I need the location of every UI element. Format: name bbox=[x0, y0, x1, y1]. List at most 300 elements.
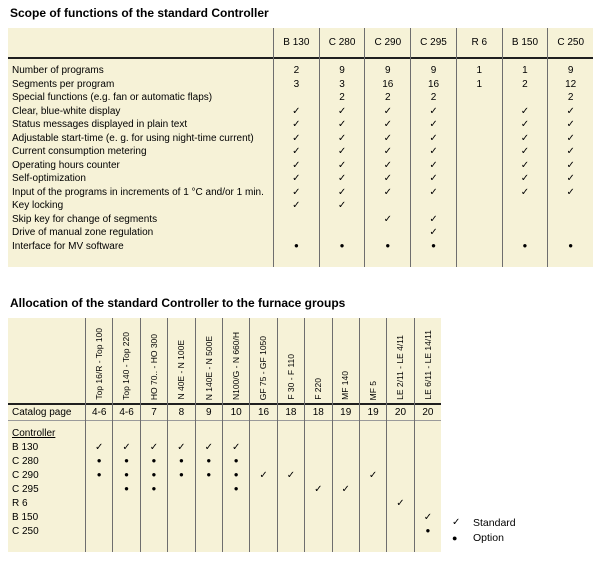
feature-cell: 1 bbox=[476, 78, 483, 90]
option-dot-icon: ● bbox=[206, 456, 212, 465]
feature-cell bbox=[274, 172, 319, 186]
furnace-group-header: MF 140 bbox=[340, 371, 351, 400]
feature-cell bbox=[411, 132, 456, 146]
feature-cell bbox=[411, 172, 456, 186]
feature-cell bbox=[548, 213, 593, 227]
controller-column bbox=[319, 28, 365, 267]
allocation-cell bbox=[387, 483, 413, 497]
check-icon: ✓ bbox=[292, 173, 301, 184]
allocation-cell bbox=[415, 525, 441, 539]
feature-cell: 2 bbox=[339, 92, 345, 103]
allocation-cell bbox=[113, 497, 139, 511]
feature-cell bbox=[457, 226, 502, 240]
header-spacer bbox=[8, 318, 85, 405]
check-icon: ✓ bbox=[95, 442, 104, 453]
allocation-label-column bbox=[8, 318, 85, 552]
check-icon: ✓ bbox=[566, 132, 575, 144]
allocation-table-title: Allocation of the standard Controller to the furnace groups bbox=[10, 296, 346, 310]
allocation-cell bbox=[168, 469, 194, 483]
controller-name: C 250 bbox=[12, 526, 39, 537]
check-icon: ✓ bbox=[383, 186, 392, 198]
feature-cell bbox=[320, 159, 365, 173]
allocation-cell bbox=[387, 469, 413, 483]
allocation-cell bbox=[415, 469, 441, 483]
empty-cell bbox=[86, 427, 112, 441]
feature-cell bbox=[457, 132, 502, 146]
feature-cell bbox=[548, 118, 593, 132]
allocation-cell bbox=[250, 469, 276, 483]
allocation-cell bbox=[333, 483, 359, 497]
allocation-cell bbox=[305, 511, 331, 525]
catalog-page-value: 18 bbox=[278, 405, 304, 421]
feature-cell bbox=[548, 132, 593, 146]
feature-cell bbox=[274, 132, 319, 146]
feature-cell bbox=[503, 132, 548, 146]
feature-cell bbox=[457, 240, 502, 254]
controller-name: C 280 bbox=[12, 456, 39, 467]
feature-cell bbox=[457, 105, 502, 119]
controller-column-header: B 150 bbox=[503, 28, 548, 59]
furnace-group-column bbox=[277, 318, 304, 552]
feature-cell bbox=[365, 240, 410, 254]
controller-column bbox=[364, 28, 410, 267]
feature-label: Input of the programs in increments of 1 °C and/or 1 min. bbox=[12, 186, 264, 198]
check-icon: ✓ bbox=[520, 146, 530, 157]
furnace-group-header: Top 140 - Top 220 bbox=[121, 332, 132, 400]
catalog-page-label: Catalog page bbox=[8, 405, 85, 421]
controller-column-header: C 250 bbox=[548, 28, 593, 59]
option-dot-icon: ● bbox=[233, 484, 239, 493]
check-icon: ✓ bbox=[520, 119, 530, 130]
option-dot-icon: ● bbox=[96, 470, 102, 479]
check-icon: ✓ bbox=[423, 512, 433, 523]
option-dot-icon: ● bbox=[206, 470, 212, 479]
allocation-cell bbox=[305, 483, 331, 497]
check-icon: ✓ bbox=[566, 159, 575, 171]
furnace-group-header: LE 6/11 - LE 14/11 bbox=[422, 330, 433, 400]
controller-column-header: C 280 bbox=[320, 28, 365, 59]
allocation-cell bbox=[415, 497, 441, 511]
option-dot-icon: ● bbox=[233, 470, 239, 479]
option-dot-icon: ● bbox=[385, 240, 391, 250]
allocation-cell bbox=[387, 441, 413, 455]
feature-cell bbox=[365, 172, 410, 186]
feature-cell: 9 bbox=[430, 65, 437, 76]
feature-cell bbox=[365, 145, 410, 159]
allocation-cell bbox=[168, 497, 194, 511]
check-icon: ✓ bbox=[566, 173, 575, 184]
check-icon: ✓ bbox=[566, 119, 575, 130]
feature-cell bbox=[548, 159, 593, 173]
feature-cell bbox=[411, 105, 456, 119]
allocation-cell bbox=[250, 455, 276, 469]
feature-cell bbox=[411, 226, 456, 240]
allocation-cell bbox=[86, 525, 112, 539]
feature-cell bbox=[274, 240, 319, 254]
allocation-cell bbox=[86, 469, 112, 483]
empty-cell bbox=[168, 427, 194, 441]
allocation-cell bbox=[196, 525, 222, 539]
furnace-group-column bbox=[386, 318, 413, 552]
allocation-cell bbox=[305, 441, 331, 455]
feature-cell: 9 bbox=[567, 65, 574, 76]
allocation-cell bbox=[360, 441, 386, 455]
feature-label: Adjustable start-time (e. g. for using night-time current) bbox=[12, 132, 254, 144]
furnace-group-column bbox=[222, 318, 249, 552]
allocation-cell bbox=[305, 455, 331, 469]
allocation-cell bbox=[196, 455, 222, 469]
empty-cell bbox=[113, 427, 139, 441]
feature-cell bbox=[503, 172, 548, 186]
check-icon: ✓ bbox=[520, 186, 530, 198]
allocation-cell bbox=[360, 497, 386, 511]
empty-cell bbox=[141, 427, 167, 441]
allocation-cell bbox=[278, 483, 304, 497]
option-dot-icon: ● bbox=[452, 532, 458, 543]
allocation-cell bbox=[415, 483, 441, 497]
legend bbox=[452, 515, 516, 545]
feature-cell bbox=[457, 186, 502, 200]
feature-cell bbox=[274, 226, 319, 240]
functions-table bbox=[8, 28, 593, 267]
feature-cell bbox=[457, 172, 502, 186]
feature-cell bbox=[274, 186, 319, 200]
check-icon: ✓ bbox=[337, 146, 347, 157]
check-icon: ✓ bbox=[520, 105, 530, 117]
furnace-group-column bbox=[195, 318, 222, 552]
furnace-group-header: N 40E - N 100E bbox=[176, 340, 187, 400]
check-icon: ✓ bbox=[292, 119, 301, 130]
feature-cell: 2 bbox=[567, 92, 574, 103]
feature-cell bbox=[320, 132, 365, 146]
allocation-cell bbox=[333, 469, 359, 483]
furnace-group-header: HO 70.. - HO 300 bbox=[148, 333, 159, 400]
check-icon: ✓ bbox=[383, 159, 392, 171]
controller-column-header: C 290 bbox=[365, 28, 410, 59]
controller-column-header: C 295 bbox=[411, 28, 456, 59]
feature-cell bbox=[411, 199, 456, 213]
feature-cell bbox=[548, 145, 593, 159]
feature-cell bbox=[365, 213, 410, 227]
feature-label: Operating hours counter bbox=[12, 159, 120, 171]
check-icon: ✓ bbox=[292, 200, 301, 211]
allocation-cell bbox=[223, 497, 249, 511]
feature-cell bbox=[320, 105, 365, 119]
check-icon: ✓ bbox=[429, 186, 438, 198]
check-icon: ✓ bbox=[520, 173, 530, 184]
feature-cell bbox=[548, 240, 593, 254]
check-icon: ✓ bbox=[429, 119, 438, 130]
catalog-page-value: 4-6 bbox=[86, 405, 112, 421]
allocation-cell bbox=[141, 483, 167, 497]
feature-cell bbox=[503, 186, 548, 200]
allocation-cell bbox=[168, 525, 194, 539]
feature-label: Status messages displayed in plain text bbox=[12, 119, 188, 130]
feature-cell: 16 bbox=[382, 78, 394, 90]
allocation-cell bbox=[387, 455, 413, 469]
feature-cell bbox=[365, 199, 410, 213]
catalog-page-value: 20 bbox=[415, 405, 441, 421]
option-dot-icon: ● bbox=[431, 240, 436, 250]
feature-cell bbox=[503, 226, 548, 240]
feature-cell bbox=[274, 199, 319, 213]
check-icon: ✓ bbox=[259, 470, 268, 481]
controller-heading-text: Controller bbox=[12, 428, 56, 439]
furnace-group-header: N 140E - N 500E bbox=[203, 335, 214, 400]
option-dot-icon: ● bbox=[151, 470, 157, 479]
allocation-cell bbox=[223, 455, 249, 469]
feature-cell bbox=[274, 145, 319, 159]
allocation-cell bbox=[168, 483, 194, 497]
feature-cell: 1 bbox=[476, 65, 483, 76]
catalog-page-value: 20 bbox=[387, 405, 413, 421]
check-icon: ✓ bbox=[429, 159, 438, 171]
catalog-page-value: 7 bbox=[141, 405, 167, 421]
controller-column-header: B 130 bbox=[274, 28, 319, 59]
allocation-cell bbox=[141, 525, 167, 539]
check-icon: ✓ bbox=[337, 186, 347, 198]
feature-cell bbox=[274, 213, 319, 227]
allocation-cell bbox=[223, 525, 249, 539]
allocation-cell bbox=[278, 497, 304, 511]
check-icon: ✓ bbox=[292, 146, 301, 157]
legend-option-label: Option bbox=[473, 531, 504, 544]
feature-cell bbox=[365, 105, 410, 119]
feature-cell bbox=[411, 145, 456, 159]
furnace-group-header: MF 5 bbox=[367, 380, 378, 400]
allocation-cell bbox=[168, 441, 194, 455]
allocation-cell bbox=[141, 469, 167, 483]
check-icon: ✓ bbox=[566, 186, 575, 198]
allocation-cell bbox=[278, 469, 304, 483]
feature-cell bbox=[320, 199, 365, 213]
check-icon: ✓ bbox=[452, 517, 461, 528]
feature-cell bbox=[365, 186, 410, 200]
check-icon: ✓ bbox=[337, 200, 347, 211]
controller-column bbox=[456, 28, 502, 267]
controller-column bbox=[547, 28, 593, 267]
allocation-cell bbox=[250, 483, 276, 497]
option-dot-icon: ● bbox=[178, 470, 184, 479]
allocation-cell bbox=[113, 483, 139, 497]
feature-cell bbox=[548, 226, 593, 240]
feature-label: Clear, blue-white display bbox=[12, 105, 121, 117]
allocation-cell bbox=[86, 511, 112, 525]
furnace-group-column bbox=[167, 318, 194, 552]
feature-label: Special functions (e.g. fan or automatic flaps) bbox=[12, 92, 213, 103]
feature-cell bbox=[503, 145, 548, 159]
allocation-cell bbox=[141, 455, 167, 469]
allocation-cell bbox=[278, 511, 304, 525]
feature-cell: 2 bbox=[293, 65, 300, 76]
empty-cell bbox=[387, 427, 413, 441]
allocation-cell bbox=[333, 525, 359, 539]
feature-label: Number of programs bbox=[12, 65, 104, 76]
feature-cell bbox=[320, 240, 365, 254]
feature-cell bbox=[548, 199, 593, 213]
check-icon: ✓ bbox=[566, 105, 575, 117]
catalog-page-value: 9 bbox=[196, 405, 222, 421]
feature-cell bbox=[320, 145, 365, 159]
allocation-cell bbox=[168, 455, 194, 469]
feature-cell bbox=[411, 159, 456, 173]
feature-cell bbox=[320, 172, 365, 186]
check-icon: ✓ bbox=[204, 442, 213, 453]
check-icon: ✓ bbox=[292, 132, 301, 144]
feature-cell bbox=[411, 118, 456, 132]
check-icon: ✓ bbox=[383, 213, 392, 225]
option-dot-icon: ● bbox=[124, 456, 129, 465]
catalog-page-value: 8 bbox=[168, 405, 194, 421]
feature-cell: 3 bbox=[339, 78, 345, 90]
check-icon: ✓ bbox=[383, 105, 392, 117]
allocation-cell bbox=[360, 525, 386, 539]
option-dot-icon: ● bbox=[568, 240, 574, 250]
allocation-cell bbox=[196, 483, 222, 497]
feature-cell bbox=[411, 240, 456, 254]
empty-cell bbox=[305, 427, 331, 441]
controller-name: B 130 bbox=[12, 442, 39, 453]
allocation-cell bbox=[113, 441, 139, 455]
catalog-page-value: 19 bbox=[360, 405, 386, 421]
allocation-cell bbox=[250, 511, 276, 525]
check-icon: ✓ bbox=[177, 442, 186, 453]
allocation-cell bbox=[141, 497, 167, 511]
feature-label: Interface for MV software bbox=[12, 240, 124, 252]
feature-label: Segments per program bbox=[12, 78, 115, 90]
functions-table-title: Scope of functions of the standard Controller bbox=[10, 6, 269, 20]
feature-cell: 9 bbox=[339, 65, 345, 76]
empty-cell bbox=[333, 427, 359, 441]
allocation-cell bbox=[415, 511, 441, 525]
allocation-cell bbox=[360, 469, 386, 483]
controller-name: C 295 bbox=[12, 484, 39, 495]
check-icon: ✓ bbox=[368, 470, 378, 481]
allocation-cell bbox=[223, 469, 249, 483]
furnace-group-column bbox=[249, 318, 276, 552]
feature-label: Self-optimization bbox=[12, 173, 86, 184]
catalog-page-value: 4-6 bbox=[113, 405, 139, 421]
empty-cell bbox=[196, 427, 222, 441]
furnace-group-header: GF 75 - GF 1050 bbox=[258, 335, 269, 400]
feature-cell bbox=[365, 226, 410, 240]
check-icon: ✓ bbox=[337, 105, 347, 117]
allocation-cell bbox=[415, 441, 441, 455]
empty-cell bbox=[278, 427, 304, 441]
controller-name: C 290 bbox=[12, 470, 39, 481]
allocation-cell bbox=[141, 441, 167, 455]
allocation-cell bbox=[387, 497, 413, 511]
feature-cell bbox=[503, 213, 548, 227]
controller-column-header: R 6 bbox=[457, 28, 502, 59]
check-icon: ✓ bbox=[286, 470, 296, 481]
allocation-cell bbox=[113, 525, 139, 539]
check-icon: ✓ bbox=[292, 105, 301, 117]
feature-cell: 2 bbox=[522, 78, 528, 90]
feature-cell bbox=[503, 240, 548, 254]
allocation-cell bbox=[223, 441, 249, 455]
allocation-cell bbox=[387, 511, 413, 525]
check-icon: ✓ bbox=[292, 186, 301, 198]
feature-cell: 16 bbox=[427, 78, 440, 90]
check-icon: ✓ bbox=[520, 159, 530, 171]
check-icon: ✓ bbox=[429, 213, 438, 225]
allocation-cell bbox=[196, 441, 222, 455]
check-icon: ✓ bbox=[231, 442, 241, 453]
check-icon: ✓ bbox=[383, 173, 392, 184]
feature-cell bbox=[320, 213, 365, 227]
allocation-cell bbox=[86, 455, 112, 469]
allocation-cell bbox=[333, 511, 359, 525]
allocation-cell bbox=[86, 441, 112, 455]
allocation-cell bbox=[333, 455, 359, 469]
catalog-page-value: 18 bbox=[305, 405, 331, 421]
feature-label-column bbox=[8, 28, 273, 267]
feature-cell bbox=[320, 118, 365, 132]
feature-cell bbox=[548, 186, 593, 200]
option-dot-icon: ● bbox=[233, 456, 239, 465]
allocation-cell bbox=[333, 497, 359, 511]
check-icon: ✓ bbox=[383, 146, 392, 157]
legend-option-row bbox=[452, 530, 516, 545]
feature-cell bbox=[274, 159, 319, 173]
feature-cell bbox=[274, 118, 319, 132]
feature-cell bbox=[503, 105, 548, 119]
catalog-page-value: 19 bbox=[333, 405, 359, 421]
check-icon: ✓ bbox=[122, 442, 131, 453]
furnace-group-column bbox=[304, 318, 331, 552]
allocation-cell bbox=[250, 441, 276, 455]
allocation-cell bbox=[250, 525, 276, 539]
feature-cell: 12 bbox=[565, 78, 577, 90]
check-icon: ✓ bbox=[292, 159, 301, 171]
feature-cell bbox=[503, 91, 548, 105]
check-icon: ✓ bbox=[520, 132, 530, 144]
allocation-cell bbox=[360, 483, 386, 497]
check-icon: ✓ bbox=[383, 119, 392, 130]
check-icon: ✓ bbox=[337, 159, 347, 171]
feature-cell bbox=[548, 172, 593, 186]
allocation-cell bbox=[223, 483, 249, 497]
legend-standard-row bbox=[452, 515, 516, 530]
feature-cell bbox=[365, 118, 410, 132]
feature-cell bbox=[457, 145, 502, 159]
allocation-cell bbox=[305, 525, 331, 539]
feature-cell bbox=[548, 105, 593, 119]
feature-cell bbox=[411, 186, 456, 200]
allocation-cell bbox=[278, 441, 304, 455]
check-icon: ✓ bbox=[314, 484, 323, 495]
option-dot-icon: ● bbox=[339, 240, 345, 250]
controller-column bbox=[410, 28, 456, 267]
allocation-cell bbox=[360, 455, 386, 469]
option-dot-icon: ● bbox=[425, 526, 431, 535]
legend-standard-label: Standard bbox=[473, 516, 516, 529]
check-icon: ✓ bbox=[341, 484, 350, 495]
controller-name: B 150 bbox=[12, 512, 39, 523]
check-icon: ✓ bbox=[429, 132, 438, 144]
allocation-cell bbox=[196, 469, 222, 483]
feature-label: Skip key for change of segments bbox=[12, 213, 158, 225]
controller-column bbox=[502, 28, 548, 267]
feature-label: Drive of manual zone regulation bbox=[12, 227, 154, 238]
furnace-group-column bbox=[140, 318, 167, 552]
feature-cell bbox=[411, 213, 456, 227]
check-icon: ✓ bbox=[429, 227, 438, 238]
allocation-cell bbox=[86, 497, 112, 511]
feature-cell bbox=[457, 213, 502, 227]
option-dot-icon: ● bbox=[124, 484, 129, 493]
